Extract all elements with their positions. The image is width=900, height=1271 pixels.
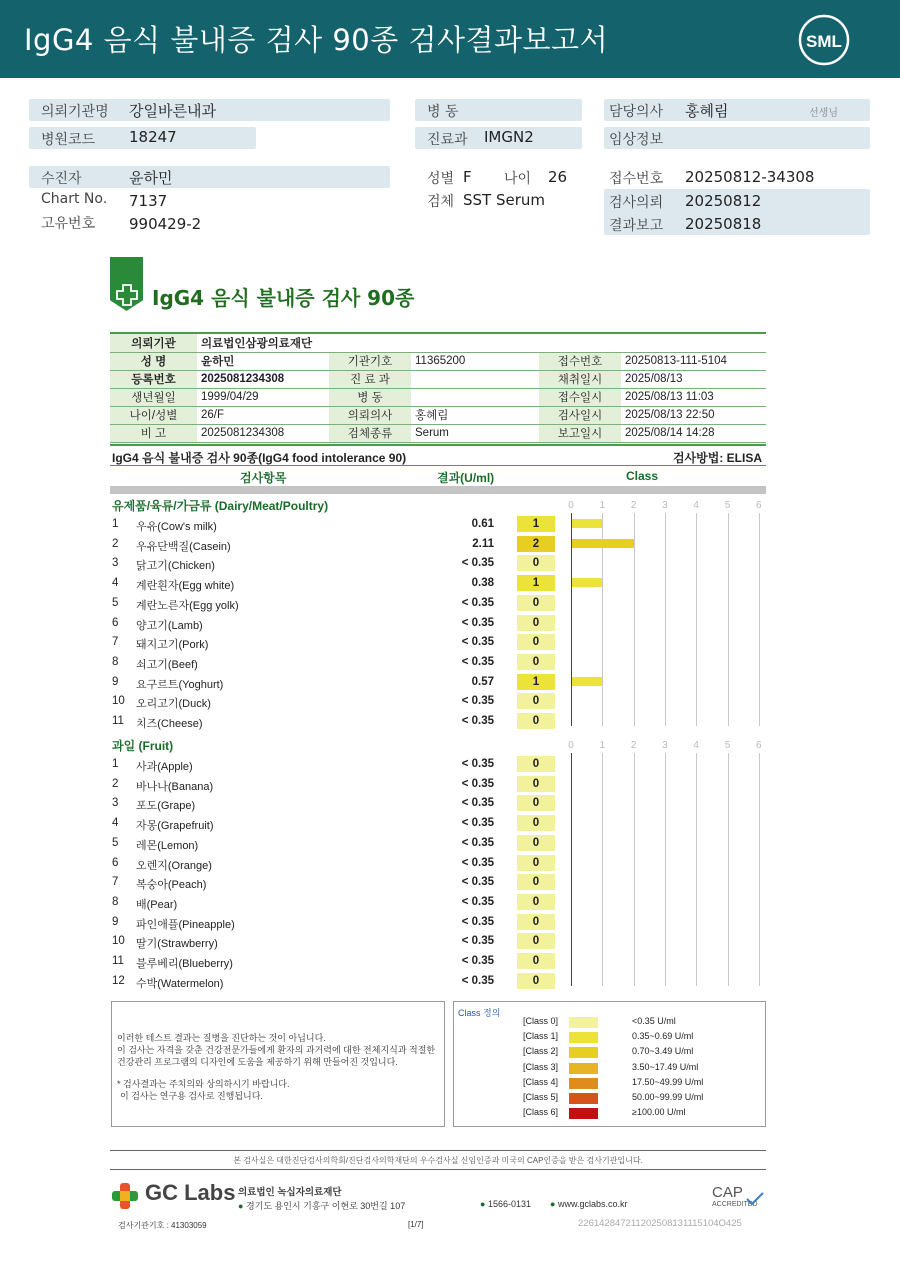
footer-divider <box>110 1169 766 1170</box>
report-date-value: 20250818 <box>685 215 762 233</box>
item-class: 0 <box>517 835 555 851</box>
item-class: 0 <box>517 914 555 930</box>
age-value: 26 <box>548 168 568 186</box>
barcode-number: 226142847211202508131115104O425 <box>578 1218 742 1229</box>
item-number: 4 <box>112 817 119 830</box>
hospital-code-value: 18247 <box>129 128 177 146</box>
item-number: 9 <box>112 915 119 928</box>
doctor-value: 홍혜림 <box>685 102 729 120</box>
item-number: 1 <box>112 758 119 770</box>
test-method: 검사방법: ELISA <box>672 451 762 465</box>
item-result: 2.11 <box>472 537 494 550</box>
meta-key: 접수일시 <box>539 388 621 406</box>
grid-line <box>665 753 666 986</box>
institution-code: 검사기관기호 : 41303059 <box>118 1221 207 1230</box>
item-number: 12 <box>112 974 125 987</box>
item-class: 0 <box>517 693 555 709</box>
item-result: < 0.35 <box>461 715 494 727</box>
item-name: 복숭아(Peach) <box>136 879 207 892</box>
item-name: 배(Pear) <box>136 898 178 911</box>
meta-value <box>411 370 539 388</box>
item-class: 0 <box>517 855 555 871</box>
item-name: 수박(Watermelon) <box>136 977 224 990</box>
meta-key: 기관기호 <box>329 352 411 370</box>
meta-row <box>110 370 766 388</box>
item-class: 1 <box>517 575 555 591</box>
axis-tick-label: 5 <box>724 740 731 751</box>
doctor-suffix: 선생님 <box>809 108 838 119</box>
item-name: 계란흰자(Egg white) <box>136 580 235 593</box>
item-name: 파인애플(Pineapple) <box>136 918 235 931</box>
grid-line <box>759 513 760 726</box>
section-header <box>110 444 766 466</box>
grid-line <box>665 513 666 726</box>
item-number: 11 <box>112 955 124 967</box>
legend-range: ≥100.00 U/ml <box>632 1107 686 1118</box>
axis-tick-label: 0 <box>568 740 574 751</box>
item-name: 우유단백질(Casein) <box>136 540 231 553</box>
meta-key: 의뢰의사 <box>329 406 411 424</box>
item-result: < 0.35 <box>461 777 494 790</box>
meta-key: 나이/성별 <box>110 406 197 424</box>
item-class: 0 <box>517 654 555 670</box>
item-result: < 0.35 <box>461 856 494 869</box>
meta-row <box>110 388 766 406</box>
meta-key: 접수번호 <box>539 352 621 370</box>
item-class: 0 <box>517 973 555 989</box>
item-number: 4 <box>112 577 119 590</box>
legend-range: 3.50~17.49 U/ml <box>632 1061 699 1072</box>
item-name: 오리고기(Duck) <box>136 698 211 711</box>
certification-note: 본 검사실은 대한진단검사의학회/진단검사의학재단의 우수검사실 신임인증과 미국의 CAP인증을 받은 검사기관입니다. <box>233 1156 643 1165</box>
axis-tick-label: 1 <box>599 740 606 751</box>
grid-line <box>759 753 760 986</box>
item-number: 8 <box>112 655 119 668</box>
meta-value: 2025/08/13 <box>621 370 766 388</box>
legend-swatch <box>569 1047 598 1058</box>
item-result: < 0.35 <box>461 915 494 928</box>
item-name: 포도(Grape) <box>136 800 196 813</box>
legend-range: 17.50~49.99 U/ml <box>632 1076 704 1087</box>
item-number: 6 <box>112 616 119 629</box>
item-result: < 0.35 <box>461 817 494 830</box>
legend-box <box>453 1001 766 1127</box>
org-name: 의료법인 녹십자의료재단 <box>238 1187 342 1198</box>
note-line: 이러한 테스트 결과는 질병을 진단하는 것이 아닙니다. <box>117 1033 326 1043</box>
axis-tick-label: 0 <box>568 500 574 511</box>
meta-table <box>110 334 766 443</box>
note-line: * 검사결과는 주치의와 상의하시기 바랍니다. <box>117 1079 290 1089</box>
meta-value: Serum <box>411 424 539 442</box>
web-icon: ● <box>550 1199 556 1209</box>
item-class: 0 <box>517 894 555 910</box>
doctor-label: 담당의사 <box>609 104 664 120</box>
header-divider <box>110 486 766 494</box>
item-result: < 0.35 <box>461 655 494 668</box>
ward-label: 병 동 <box>427 104 459 120</box>
address-text: 경기도 용인시 기흥구 이현로 30번길 107 <box>245 1201 406 1211</box>
dept-value: IMGN2 <box>484 128 534 146</box>
axis-tick-label: 2 <box>630 500 637 511</box>
axis-tick-label: 5 <box>724 500 731 511</box>
meta-value: 2025/08/13 11:03 <box>621 388 766 406</box>
item-result: < 0.35 <box>461 557 494 570</box>
item-class: 0 <box>517 634 555 650</box>
legend-class-label: [Class 6] <box>522 1107 558 1118</box>
item-number: 7 <box>112 636 119 649</box>
meta-key: 비 고 <box>110 424 197 442</box>
sml-logo-icon <box>798 14 850 66</box>
gc-labs-logo: GC Labs <box>145 1180 236 1205</box>
checkmark-icon <box>746 1192 764 1206</box>
legend-range: 0.35~0.69 U/ml <box>632 1031 694 1042</box>
gc-cross-icon <box>110 1181 140 1211</box>
meta-value: 2025081234308 <box>197 424 329 442</box>
item-name: 요구르트(Yoghurt) <box>136 678 224 691</box>
item-name: 양고기(Lamb) <box>136 619 203 632</box>
item-number: 9 <box>112 675 119 688</box>
item-name: 레몬(Lemon) <box>136 839 199 852</box>
item-class: 1 <box>517 674 555 690</box>
item-number: 1 <box>112 518 119 530</box>
meta-row <box>110 424 766 442</box>
legend-range: 0.70~3.49 U/ml <box>632 1046 694 1057</box>
axis-tick-label: 3 <box>662 740 668 751</box>
item-number: 10 <box>112 935 125 948</box>
report-title: IgG4 음식 불내증 검사 90종 <box>152 286 415 310</box>
legend-class-label: [Class 3] <box>522 1061 558 1072</box>
item-result: < 0.35 <box>461 935 494 948</box>
note-line: 이 검사는 연구용 검사로 진행됩니다. <box>120 1091 263 1101</box>
axis-tick-label: 4 <box>693 500 699 511</box>
meta-value: 20250813-111-5104 <box>621 352 766 370</box>
meta-value: 2025/08/14 14:28 <box>621 424 766 442</box>
meta-value: 홍혜림 <box>411 406 539 424</box>
item-result: 0.61 <box>471 518 494 530</box>
item-result: < 0.35 <box>461 616 494 629</box>
class-bar <box>572 578 602 587</box>
specimen-value: SST Serum <box>463 191 546 209</box>
uid-value: 990429-2 <box>129 215 202 233</box>
meta-key: 진 료 과 <box>329 370 411 388</box>
item-name: 치즈(Cheese) <box>136 718 203 730</box>
item-name: 딸기(Strawberry) <box>136 938 218 951</box>
phone-number: 1566-0131 <box>487 1199 531 1209</box>
category-label: 유제품/육류/가금류 (Dairy/Meat/Poultry) <box>112 499 329 513</box>
item-result: < 0.35 <box>461 974 494 987</box>
category-label: 과일 (Fruit) <box>112 739 174 753</box>
item-name: 자몽(Grapefruit) <box>136 820 214 833</box>
logo-text: SML <box>806 32 842 51</box>
item-number: 3 <box>112 797 119 810</box>
grid-line <box>728 513 729 726</box>
item-class: 0 <box>517 815 555 831</box>
item-name: 바나나(Banana) <box>136 780 214 793</box>
meta-value: 2025081234308 <box>197 370 329 388</box>
item-number: 5 <box>112 596 119 609</box>
request-value: 20250812 <box>685 192 762 210</box>
note-line: 건강관리 프로그램의 디자인에 도움을 제공하기 위해 만들어진 것입니다. <box>117 1057 398 1067</box>
phone-icon: ● <box>480 1199 486 1209</box>
report-date-label: 결과보고 <box>609 218 664 234</box>
item-result: < 0.35 <box>461 596 494 609</box>
meta-row <box>110 352 766 370</box>
cap-accredited: ACCREDITED <box>712 1201 758 1208</box>
org-address <box>238 1199 405 1212</box>
dept-label: 진료과 <box>427 132 468 148</box>
receipt-value: 20250812-34308 <box>685 168 815 186</box>
specimen-label: 검체 <box>427 194 455 210</box>
axis-tick-label: 6 <box>756 740 762 751</box>
item-result: 0.38 <box>471 577 494 590</box>
website[interactable] <box>550 1199 627 1209</box>
item-result: < 0.35 <box>461 758 494 770</box>
grid-line <box>634 513 635 726</box>
item-result: 0.57 <box>471 675 494 688</box>
item-number: 11 <box>112 715 124 727</box>
item-result: < 0.35 <box>461 836 494 849</box>
item-class: 1 <box>517 516 555 532</box>
meta-value: 2025/08/13 22:50 <box>621 406 766 424</box>
axis-tick-label: 6 <box>756 500 762 511</box>
item-name: 사과(Apple) <box>136 761 193 773</box>
item-result: < 0.35 <box>461 797 494 810</box>
grid-line <box>571 753 572 986</box>
legend-swatch <box>569 1108 598 1119</box>
website-url[interactable]: www.gclabs.co.kr <box>557 1199 628 1209</box>
class-bar <box>572 677 602 686</box>
sex-label: 성별 <box>427 171 455 187</box>
item-name: 블루베리(Blueberry) <box>136 958 233 970</box>
meta-key: 성 명 <box>110 352 197 370</box>
name-shade <box>29 166 390 188</box>
item-class: 0 <box>517 595 555 611</box>
section-title: IgG4 음식 불내증 검사 90종(IgG4 food intolerance 90) <box>112 451 407 465</box>
meta-row <box>110 406 766 424</box>
legend-swatch <box>569 1063 598 1074</box>
cross-icon <box>114 282 140 308</box>
item-number: 2 <box>112 777 119 790</box>
meta-value: 1999/04/29 <box>197 388 329 406</box>
grid-line <box>602 753 603 986</box>
item-result: < 0.35 <box>461 876 494 889</box>
item-class: 0 <box>517 874 555 890</box>
item-class: 0 <box>517 615 555 631</box>
legend-swatch <box>569 1017 598 1028</box>
item-class: 0 <box>517 795 555 811</box>
class-bar <box>572 519 602 528</box>
meta-value: 26/F <box>197 406 329 424</box>
legend-swatch <box>569 1078 598 1089</box>
legend-class-label: [Class 0] <box>522 1016 558 1026</box>
request-label: 검사의뢰 <box>609 195 664 211</box>
meta-key: 보고일시 <box>539 424 621 442</box>
item-class: 0 <box>517 933 555 949</box>
meta-key: 생년월일 <box>110 388 197 406</box>
item-result: < 0.35 <box>461 695 494 708</box>
clinical-label: 임상정보 <box>609 132 664 148</box>
legend-title: Class 정의 <box>458 1008 501 1018</box>
item-name: 계란노른자(Egg yolk) <box>136 599 239 612</box>
phone <box>480 1199 531 1209</box>
age-label: 나이 <box>504 171 532 187</box>
meta-key: 검체종류 <box>329 424 411 442</box>
name-label: 수진자 <box>41 171 82 187</box>
legend-class-label: [Class 5] <box>522 1092 558 1102</box>
meta-value: 윤하민 <box>197 352 329 370</box>
legend-swatch <box>569 1093 598 1104</box>
legend-swatch <box>569 1032 598 1043</box>
location-icon: ● <box>238 1201 244 1211</box>
class-bar <box>572 539 634 548</box>
col-result-header: 결과(U/ml) <box>437 471 495 485</box>
grid-line <box>728 753 729 986</box>
cap-logo: CAP <box>712 1184 743 1201</box>
item-class: 0 <box>517 555 555 571</box>
page-title: IgG4 음식 불내증 검사 90종 검사결과보고서 <box>24 23 609 57</box>
page-number: [1/7] <box>408 1220 424 1229</box>
item-class: 2 <box>517 536 555 552</box>
item-name: 돼지고기(Pork) <box>136 639 209 652</box>
item-class: 0 <box>517 776 555 792</box>
item-class: 0 <box>517 953 555 969</box>
meta-key: 채취일시 <box>539 370 621 388</box>
item-number: 7 <box>112 876 119 889</box>
meta-key: 의뢰기관 <box>110 334 197 352</box>
sex-value: F <box>463 168 472 186</box>
legend-range: 50.00~99.99 U/ml <box>632 1092 704 1102</box>
legend-range: <0.35 U/ml <box>632 1016 676 1026</box>
item-result: < 0.35 <box>461 955 494 967</box>
item-name: 닭고기(Chicken) <box>136 560 215 573</box>
note-line: 이 검사는 자격을 갖춘 건강전문가들에게 환자의 과거력에 대한 전체지식과 적절한 <box>117 1045 436 1055</box>
axis-tick-label: 2 <box>630 740 637 751</box>
item-result: < 0.35 <box>461 895 494 908</box>
item-number: 5 <box>112 836 119 849</box>
meta-key: 검사일시 <box>539 406 621 424</box>
axis-tick-label: 1 <box>599 500 606 511</box>
item-number: 8 <box>112 895 119 908</box>
axis-tick-label: 4 <box>693 740 699 751</box>
col-item-header: 검사항목 <box>240 471 287 485</box>
item-name: 쇠고기(Beef) <box>136 658 198 671</box>
name-value: 윤하민 <box>129 169 173 187</box>
item-name: 우유(Cow's milk) <box>136 521 217 533</box>
item-number: 3 <box>112 557 119 570</box>
hospital-code-label: 병원코드 <box>41 132 96 148</box>
item-result: < 0.35 <box>461 636 494 649</box>
axis-tick-label: 3 <box>662 500 668 511</box>
meta-row <box>110 334 766 352</box>
grid-line <box>696 513 697 726</box>
meta-value <box>411 388 539 406</box>
item-name: 오렌지(Orange) <box>136 859 212 872</box>
institution-value: 강일바른내과 <box>129 102 216 120</box>
legend-class-label: [Class 2] <box>522 1046 558 1057</box>
meta-key: 병 동 <box>329 388 411 406</box>
institution-label: 의뢰기관명 <box>41 104 109 120</box>
legend-class-label: [Class 1] <box>522 1031 558 1042</box>
header-bar <box>0 0 900 78</box>
meta-value: 의료법인삼광의료재단 <box>197 334 766 352</box>
uid-label: 고유번호 <box>41 216 96 232</box>
item-number: 10 <box>112 695 125 708</box>
receipt-label: 접수번호 <box>609 171 664 187</box>
meta-value: 11365200 <box>411 352 539 370</box>
chart-label: Chart No. <box>41 191 108 207</box>
item-class: 0 <box>517 756 555 772</box>
meta-key: 등록번호 <box>110 370 197 388</box>
item-number: 2 <box>112 537 119 550</box>
item-class: 0 <box>517 713 555 729</box>
footer-divider <box>110 1150 766 1151</box>
chart-value: 7137 <box>129 192 168 210</box>
col-class-header: Class <box>626 469 659 483</box>
grid-line <box>634 753 635 986</box>
grid-line <box>696 753 697 986</box>
item-number: 6 <box>112 856 119 869</box>
legend-class-label: [Class 4] <box>522 1076 558 1087</box>
